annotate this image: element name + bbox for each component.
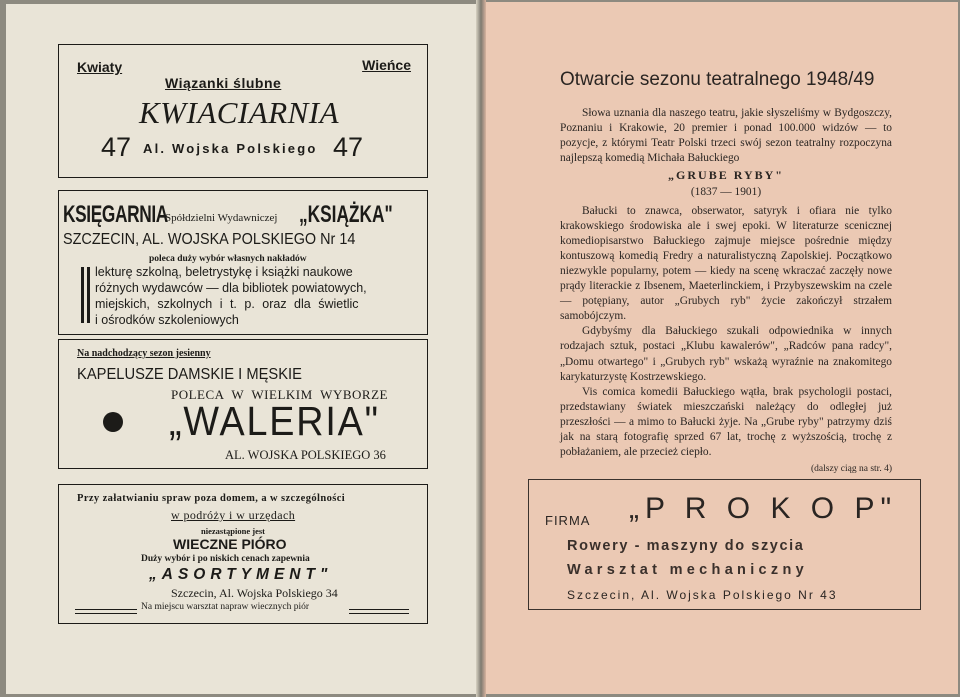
play-title: „GRUBE RYBY" bbox=[668, 168, 784, 183]
article-body bbox=[560, 106, 892, 477]
pens-line3: niezastąpione jest bbox=[201, 526, 265, 536]
flowers-right-label: Wieńce bbox=[362, 57, 411, 73]
pens-shop-name: „ASORTYMENT" bbox=[149, 566, 333, 583]
flowers-subtitle: Wiązanki ślubne bbox=[165, 75, 282, 91]
pens-footer-rule-left bbox=[75, 609, 137, 614]
ad-prokop bbox=[528, 479, 921, 610]
books-bar-decoration bbox=[87, 267, 90, 323]
pens-footer: Na miejscu warsztat napraw wiecznych piór bbox=[141, 602, 310, 612]
flowers-number-left: 47 bbox=[101, 132, 132, 162]
continued-note: (dalszy ciąg na str. 4) bbox=[811, 464, 892, 475]
prokop-address: Szczecin, Al. Wojska Polskiego Nr 43 bbox=[567, 588, 838, 602]
article-para1: Słowa uznania dla naszego teatru, jakie słyszeliśmy w Bydgoszczy, Poznaniu i Krakowie, 20 premier i ponad 100.000 widzów — to pozycje, z którymi Teatr Polski trzeci swój sezon teatralny rozpoczyna najlepszą komedią Michała Bałuckiego bbox=[560, 107, 892, 165]
hats-products: KAPELUSZE DAMSKIE I MĘSKIE bbox=[77, 366, 302, 383]
books-line4: miejskich, szkolnych i t. p. oraz dla świetlic bbox=[95, 297, 359, 311]
hats-shop-name: „WALERIA" bbox=[169, 398, 380, 444]
prokop-firm-label: FIRMA bbox=[545, 513, 591, 528]
hats-address: AL. WOJSKA POLSKIEGO 36 bbox=[225, 448, 386, 462]
hats-recommend: POLECA W WIELKIM WYBORZE bbox=[171, 387, 388, 402]
article-para2: Bałucki to znawca, obserwator, satyryk i ofiara nie tylko krakowskiego środowiska ale i swej epoki. W literaturze scenicznej komediopisarstwo Bałuckiego zajmuje miejsce pośrednie między kontuszową komedią Fredry a naturalistyczną Zapolskiej. Początkowo niezwykle popularny, potem — kiedy na scenę wkraczać zaczęły nowe prądy literackie z Ibsenem, Maeterlinckiem, i Przybyszewskim na czele — potępiany, autor „Grubych ryb" życie zakończył strzałem samobójczym. bbox=[560, 204, 892, 323]
books-line2: lekturę szkolną, beletrystykę i książki naukowe bbox=[95, 265, 353, 279]
pens-line4: Duży wybór i po niskich cenach zapewnia bbox=[141, 554, 310, 564]
pens-footer-rule-right bbox=[349, 609, 409, 614]
ad-pens bbox=[58, 484, 428, 624]
flowers-number-right: 47 bbox=[333, 132, 364, 162]
article-para4: Vis comica komedii Bałuckiego wątła, brak psychologii postaci, przedstawiany światek mieszczański należący do odległej już przeszłości — a mimo to Bałucki żyje. Na „Grube ryby" patrzymy dziś jak na starą fotografię sprzed 67 lat, trochę z wyższością, trochę z pobłażaniem, ale przecież ciepło. bbox=[560, 385, 892, 459]
pens-address: Szczecin, Al. Wojska Polskiego 34 bbox=[171, 586, 338, 600]
author-years: (1837 — 1901) bbox=[690, 186, 762, 199]
books-line1: poleca duży wybór własnych nakładów bbox=[149, 254, 307, 264]
flowers-shop-name: KWIACIARNIA bbox=[139, 95, 340, 130]
books-bar-decoration bbox=[81, 267, 84, 323]
books-publisher-prefix: Spółdzielni Wydawniczej bbox=[165, 212, 278, 224]
books-shop-name: KSIĘGARNIA bbox=[63, 201, 168, 228]
books-line3: różnych wydawców — dla bibliotek powiatowych, bbox=[95, 281, 367, 295]
hats-season: Na nadchodzący sezon jesienny bbox=[77, 348, 211, 359]
article-title: Otwarcie sezonu teatralnego 1948/49 bbox=[560, 68, 875, 90]
flowers-address: Al. Wojska Polskiego bbox=[143, 141, 318, 156]
books-line5: i ośrodków szkoleniowych bbox=[95, 313, 239, 327]
ad-flowers bbox=[58, 44, 428, 178]
books-address: SZCZECIN, AL. WOJSKA POLSKIEGO Nr 14 bbox=[63, 231, 356, 248]
pens-line2: w podróży i w urzędach bbox=[171, 508, 296, 522]
prokop-firm-name: „P R O K O P" bbox=[629, 492, 898, 525]
pens-line1: Przy załatwianiu spraw poza domem, a w szczególności bbox=[77, 493, 346, 504]
books-publisher-name: „KSIĄŻKA" bbox=[299, 201, 393, 228]
page-gutter bbox=[476, 0, 486, 697]
ad-hats bbox=[58, 339, 428, 469]
prokop-line2: Warsztat mechaniczny bbox=[567, 562, 808, 578]
flowers-left-label: Kwiaty bbox=[77, 59, 123, 75]
article-para3: Gdybyśmy dla Bałuckiego szukali odpowiednika w innych rodzajach sztuk, postaci „Klubu kawalerów", „Radców pana radcy", „Domu otwartego" i „Grubych ryb" wskażą wyraźnie na znakomitego karykaturzystę Kostrzewskiego. bbox=[560, 325, 892, 383]
prokop-line1: Rowery - maszyny do szycia bbox=[567, 538, 805, 554]
ad-books bbox=[58, 190, 428, 335]
bullet-dot-icon bbox=[103, 412, 123, 432]
pens-product: WIECZNE PIÓRO bbox=[173, 536, 287, 552]
